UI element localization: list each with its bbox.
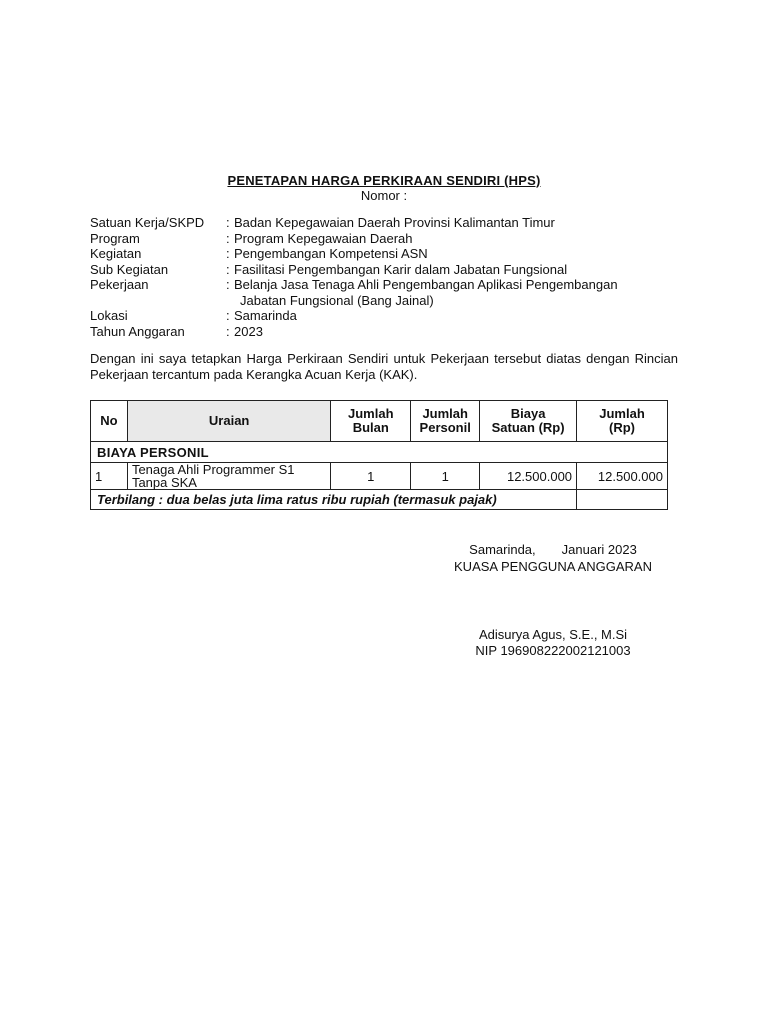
signature-date: Januari 2023 [561,542,637,557]
info-label: Kegiatan [90,246,142,261]
header-jumlah-bulan-line2: Bulan [352,420,389,435]
header-jumlah-bulan-line1: Jumlah [348,406,394,421]
statement-paragraph: Dengan ini saya tetapkan Harga Perkiraan Sendiri untuk Pekerjaan tersebut diatas dengan Rincian Pekerjaan tercantum pada Kerangka Acuan Kerja (KAK). [90,351,678,382]
info-row-kegiatan [90,246,690,262]
document-number-label: Nomor : [360,188,408,203]
signature-role: KUASA PENGGUNA ANGGARAN [454,559,652,574]
cell-jumlah: 12.500.000 [577,463,668,490]
signature-place: Samarinda, [469,542,536,557]
signature-name: Adisurya Agus, S.E., M.Si [478,627,628,642]
header-biaya-satuan-line1: Biaya [510,406,546,421]
section-label: BIAYA PERSONIL [91,442,668,463]
info-row-program [90,231,690,247]
cell-jumlah-bulan: 1 [331,463,411,490]
info-label: Sub Kegiatan [90,261,169,277]
header-jumlah-rp-line1: Jumlah [599,406,645,421]
header-jumlah-personil-line2: Personil [419,420,471,435]
info-value: Fasilitasi Pengembangan Karir dalam Jabatan Fungsional [234,261,568,277]
header-no: No [91,401,128,442]
header-jumlah-bulan [331,401,411,442]
info-value: 2023 [234,323,263,339]
signature-nip: NIP 196908222002121003 [475,643,631,658]
cell-jumlah-personil: 1 [411,463,480,490]
header-uraian: Uraian [127,401,330,442]
section-row [91,442,668,463]
table-row [91,463,668,490]
signature-place-date [430,542,676,558]
cell-no: 1 [91,463,128,490]
table-header-row [91,401,668,442]
info-row-satuan-kerja [90,215,690,231]
info-value: Pengembangan Kompetensi ASN [234,246,428,261]
info-value: Samarinda [234,308,297,323]
info-colon: : [226,246,230,261]
info-block [90,215,690,339]
header-jumlah-personil-line1: Jumlah [422,406,468,421]
info-value [234,277,690,308]
info-value: Program Kepegawaian Daerah [234,230,413,246]
info-colon: : [226,230,230,246]
terbilang-text: Terbilang : dua belas juta lima ratus ribu rupiah (termasuk pajak) [91,490,577,510]
terbilang-row [91,490,668,510]
cell-biaya-satuan: 12.500.000 [480,463,577,490]
info-colon: : [226,323,230,339]
header-biaya-satuan [480,401,577,442]
terbilang-empty-cell [577,490,668,510]
header-jumlah-personil [411,401,480,442]
info-value: Badan Kepegawaian Daerah Provinsi Kalimantan Timur [234,215,555,230]
cell-uraian-line1: Tenaga Ahli Programmer S1 [131,462,295,477]
cell-uraian [127,463,330,490]
hps-table [90,400,668,510]
info-row-pekerjaan [90,277,690,308]
info-row-tahun-anggaran [90,324,690,340]
info-colon: : [226,261,230,277]
info-row-sub-kegiatan [90,262,690,278]
info-colon: : [226,277,230,292]
header-jumlah-rp [577,401,668,442]
info-value-line2: Jabatan Fungsional (Bang Jainal) [240,292,434,308]
info-colon: : [226,215,230,230]
header-jumlah-rp-line2: (Rp) [609,420,636,435]
cell-uraian-line2: Tanpa SKA [131,475,197,490]
info-label: Satuan Kerja/SKPD [90,215,205,230]
info-row-lokasi [90,308,690,324]
info-label: Tahun Anggaran [90,323,185,339]
info-label: Program [90,230,140,246]
info-label: Pekerjaan [90,277,149,292]
header-biaya-satuan-line2: Satuan (Rp) [491,420,565,435]
info-label: Lokasi [90,308,128,323]
info-value-line1: Belanja Jasa Tenaga Ahli Pengembangan Aplikasi Pengembangan [234,277,618,292]
document-title: PENETAPAN HARGA PERKIRAAN SENDIRI (HPS) [227,173,541,188]
info-colon: : [226,308,230,323]
